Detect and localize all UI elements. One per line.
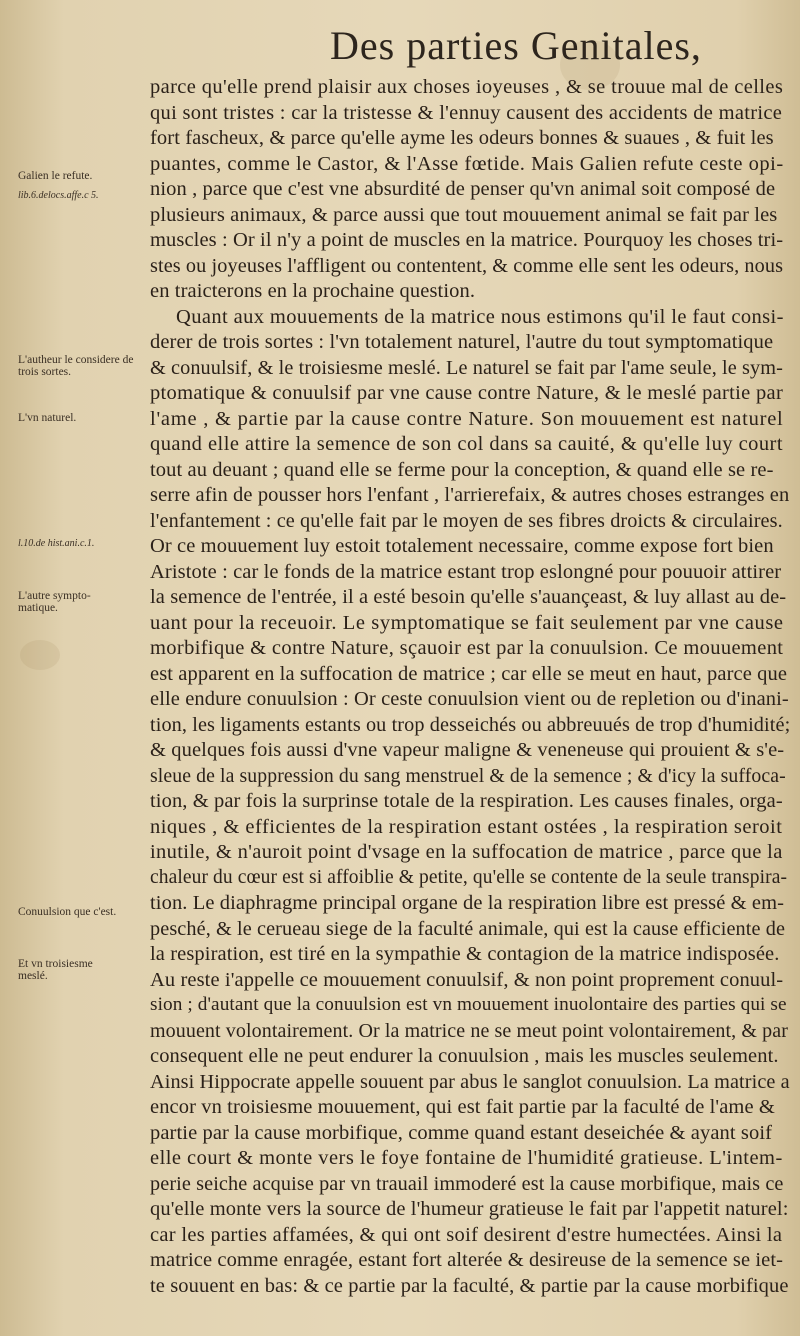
margin-note: L'autheur le considere de trois sortes.: [18, 354, 134, 378]
margin-note: L'autre sympto-matique.: [18, 590, 91, 614]
text-line: puantes, comme le Castor, & l'Asse fœtide. Mais Galien refute ceste opi-: [150, 152, 784, 175]
text-line: sleue de la suppression du sang menstruel & de la semence ; & d'icy la suffoca-: [150, 764, 786, 787]
text-line: & quelques fois aussi d'vne vapeur maligne & veneneuse qui prouient & s'e-: [150, 739, 785, 761]
text-line: serre afin de pousser hors l'enfant , l'arrierefaix, & autres choses estranges en: [150, 484, 790, 506]
text-line: uant pour la receuoir. Le symptomatique se fait seulement par vne cause: [150, 611, 784, 634]
text-line: chaleur du cœur est si affoiblie & petite, qu'elle se contente de la seule transpira-: [150, 866, 788, 888]
text-line: tion, & par fois la surprinse totale de la respiration. Les causes finales, orga-: [150, 790, 783, 812]
margin-note: l.10.de hist.ani.c.1.: [18, 538, 95, 549]
text-line: te souuent en bas: & ce partie par la faculté, & partie par la cause morbifique: [150, 1274, 789, 1297]
margin-note: Et vn troisiesme meslé.: [18, 958, 93, 982]
text-line: ptomatique & conuulsif par vne cause contre Nature, & le meslé partie par: [150, 382, 784, 404]
text-line: Aristote : car le fonds de la matrice estant trop eslongné pour pouuoir attirer: [150, 560, 782, 583]
text-line: partie par la cause morbifique, comme quand estant deseichée & ayant soif: [150, 1121, 773, 1144]
text-line: la respiration, est tiré en la sympathie & contagion de la matrice indisposée.: [150, 943, 780, 965]
text-line: la semence de l'entrée, il a esté besoin qu'elle s'auançeast, & luy allast au de-: [150, 586, 787, 608]
text-line: sion ; d'autant que la conuulsion est vn mouuement inuolontaire des parties qui se: [150, 994, 787, 1015]
text-line: nion , parce que c'est vne absurdité de penser qu'vn animal soit composé de: [150, 178, 776, 200]
text-line: parce qu'elle prend plaisir aux choses ioyeuses , & se trouue mal de celles: [150, 76, 784, 98]
text-line: stes ou joyeuses l'affligent ou contentent, & comme elle sent les odeurs, nous: [150, 254, 784, 277]
margin-note: lib.6.delocs.affe.c 5.: [18, 190, 99, 201]
text-line: quand elle attire la semence de son col dans sa cauité, & qu'elle luy court: [150, 433, 784, 455]
text-line: Or ce mouuement luy estoit totalement necessaire, comme expose fort bien: [150, 535, 774, 557]
text-line: pesché, & le cerueau siege de la faculté animale, qui est la cause efficiente de: [150, 917, 786, 940]
text-line: l'ame , & partie par la cause contre Nature. Son mouuement est naturel: [150, 407, 784, 430]
text-line: qu'elle monte vers la source de l'humeur gratieuse le fait par l'appetit naturel:: [150, 1198, 789, 1220]
text-line: perie seiche acquise par vn trauail immoderé est la cause morbifique, mais ce: [150, 1172, 784, 1195]
running-head: Des parties Genitales,: [330, 23, 702, 68]
text-line: qui sont tristes : car la tristesse & l'ennuy causent des accidents de matrice: [150, 101, 783, 124]
text-line: consequent elle ne peut endurer la conuulsion , mais les muscles seulement.: [150, 1045, 779, 1067]
text-line: fort fascheux, & parce qu'elle ayme les odeurs bonnes & suaues , & fuit les: [150, 127, 774, 149]
text-line: elle endure conuulsion : Or ceste conuulsion vient ou de repletion ou d'inani-: [150, 688, 789, 710]
text-line: tion, les ligaments estants ou trop desseichés ou abbreuués de trop d'humidité;: [150, 713, 791, 736]
text-line: encor vn troisiesme mouuement, qui est fait partie par la faculté de l'ame &: [150, 1096, 775, 1118]
text-line: tout au deuant ; quand elle se ferme pour la conception, & quand elle se re-: [150, 458, 774, 481]
text-line: inutile, & n'auroit point d'vsage en la suffocation de matrice , parce que la: [150, 841, 783, 863]
text-line: niques , & efficientes de la respiration estant ostées , la respiration seroit: [150, 815, 783, 838]
text-line: Quant aux mouuements de la matrice nous estimons qu'il le faut consi-: [176, 305, 784, 328]
text-line: Ainsi Hippocrate appelle souuent par abus le sanglot conuulsion. La matrice a: [150, 1070, 790, 1093]
text-line: mouuent volontairement. Or la matrice ne se meut point volontairement, & par: [150, 1019, 788, 1042]
text-line: car les parties affamées, & qui ont soif desirent d'estre humectées. Ainsi la: [150, 1223, 783, 1246]
text-line: est apparent en la suffocation de matrice ; car elle se meut en haut, parce que: [150, 662, 788, 685]
text-line: morbifique & contre Nature, sçauoir est par la conuulsion. Ce mouuement: [150, 637, 784, 659]
text-line: tion. Le diaphragme principal organe de la respiration libre est pressé & em-: [150, 892, 785, 914]
margin-note: L'vn naturel.: [18, 412, 77, 424]
text-line: & conuulsif, & le troisiesme meslé. Le naturel se fait par l'ame seule, le sym-: [150, 356, 783, 379]
margin-note: Conuulsion que c'est.: [18, 906, 117, 918]
text-line: matrice comme enragée, estant fort alterée & desireuse de la semence se iet-: [150, 1249, 784, 1271]
text-line: l'enfantement : ce qu'elle fait par le moyen de ses fibres droicts & circulaires.: [150, 509, 783, 532]
text-line: plusieurs animaux, & parce aussi que tout mouuement animal se fait par les: [150, 203, 778, 226]
text-line: elle court & monte vers le foye fontaine de l'humidité gratieuse. L'intem-: [150, 1147, 783, 1169]
text-line: Au reste i'appelle ce mouuement conuulsif, & non point proprement conuul-: [150, 968, 784, 991]
text-line: muscles : Or il n'y a point de muscles en la matrice. Pourquoy les choses tri-: [150, 229, 784, 251]
margin-note: Galien le refute.: [18, 170, 93, 182]
text-line: derer de trois sortes : l'vn totalement naturel, l'autre du tout symptomatique: [150, 331, 774, 353]
text-line: en traicterons en la prochaine question.: [150, 280, 476, 302]
paper-stain: [20, 640, 60, 670]
